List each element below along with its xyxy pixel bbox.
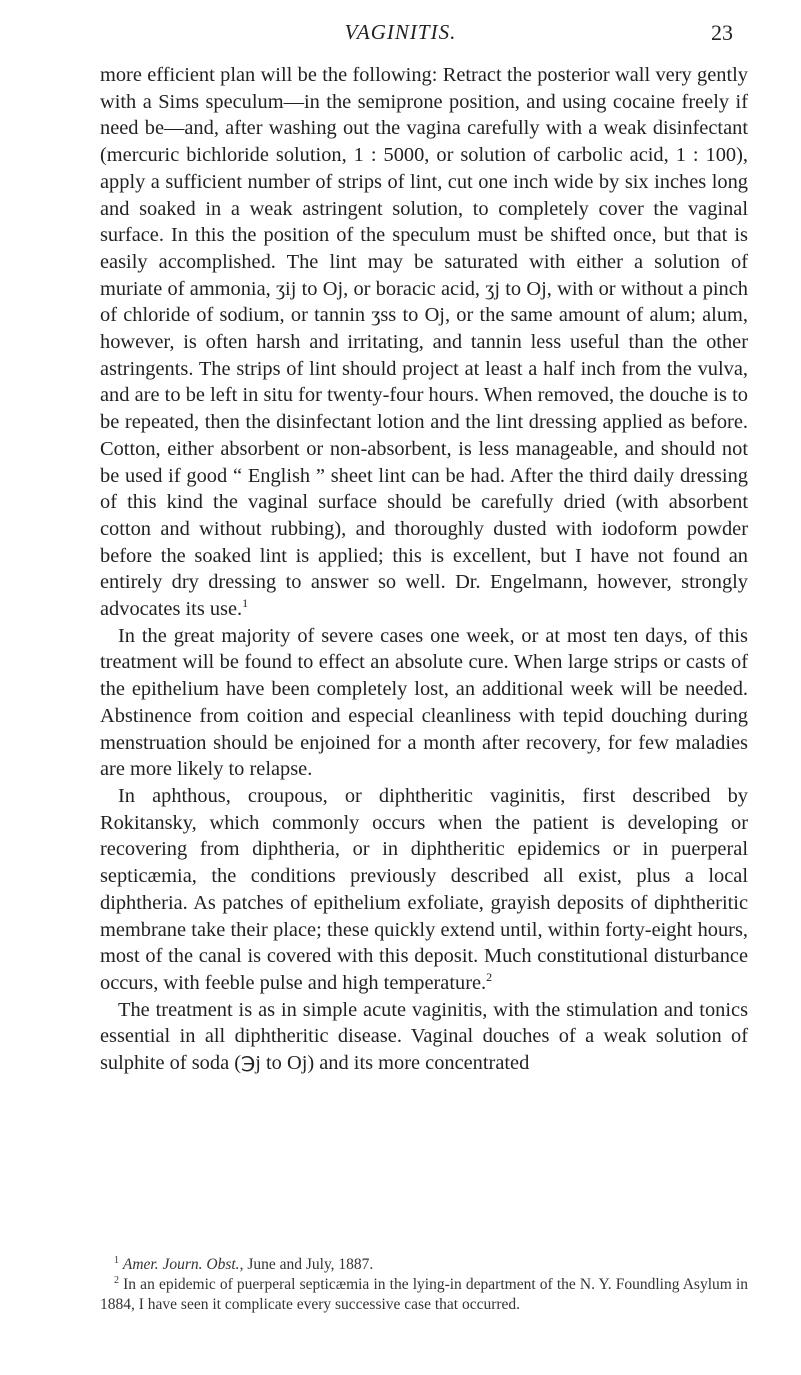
paragraph-diphtheritic-vaginitis: [100, 783, 748, 997]
footnote-text: , June and July, 1887.: [239, 1256, 374, 1273]
paragraph-recovery: In the great majority of severe cases one week, or at most ten days, of this treatment will be found to effect an absolute cure. When large strips or casts of the epithelium have been completely lost, an additional week will be needed. Abstinence from coition and especial cleanliness with tepid douching during menstruation should be enjoined for a month after recovery, for few maladies are more likely to relapse.: [100, 624, 748, 781]
paragraph-text: more efficient plan will be the following: Retract the posterior wall very gently with a Sims speculum—in the semiprone position, and using cocaine freely if need be—and, after washing out the vagina carefully with a weak disinfectant (mercuric bichloride solution, 1 : 5000, or solution of carbolic acid, 1 : 100), apply a sufficient number of strips of lint, cut one inch wide by six inches long and soaked in a weak astringent solution, to completely cover the vaginal surface. In this the position of the speculum must be shifted once, but that is easily accomplished. The lint may be saturated with either a solution of muriate of ammonia, ʒij to Oj, or boracic acid, ʒj to Oj, with or without a pinch of chloride of sodium, or tannin ʒss to Oj, or the same amount of alum; alum, however, is often harsh and irritating, and tannin less useful than the other astringents. The strips of lint should project at least a half inch from the vulva, and are to be left in situ for twenty-four hours. When removed, the douche is to be repeated, then the disinfectant lotion and the lint dressing applied as before. Cotton, either absorbent or non-absorbent, is less manageable, and should not be used if good “ English ” sheet lint can be had. After the third daily dressing of this kind the vaginal surface should be carefully dried (with absorbent cotton and without rubbing), and thoroughly dusted with iodoform powder before the soaked lint is applied; this is excellent, but I have not found an entirely dry dressing to answer so well. Dr. Engelmann, however, strongly advocates its use.: [100, 64, 748, 621]
footnote-1: [100, 1255, 748, 1275]
footnote-source: Amer. Journ. Obst.: [122, 1256, 240, 1273]
paragraph-treatment-plan: [100, 62, 748, 623]
footnote-text: In an epidemic of puerperal septicæmia in the lying-in department of the N. Y. Foundling Asylum in 1884, I have seen it complicate every successive case that occurred.: [100, 1276, 748, 1313]
paragraph-text: In aphthous, croupous, or diphtheritic vaginitis, first described by Rokitansky, which commonly occurs when the patient is developing or recovering from diphtheria, or in diphtheritic epidemics or in puerperal septicæmia, the conditions previously described all exist, plus a local diphtheria. As patches of epithelium exfoliate, grayish deposits of diphtheritic membrane take their place; these quickly extend until, within forty-eight hours, most of the canal is covered with this deposit. Much constitutional disturbance occurs, with feeble pulse and high temperature.: [100, 784, 748, 994]
paragraph-treatment: The treatment is as in simple acute vaginitis, with the stimulation and tonics essential in all diphtheritic disease. Vaginal douches of a weak solution of sulphite of soda (℈j to Oj) and its more concentrated: [100, 998, 748, 1075]
page-number: 23: [711, 20, 733, 45]
footnote-2: [100, 1275, 748, 1315]
footnote-reference: 2: [486, 970, 493, 985]
running-title: VAGINITIS.: [344, 20, 457, 44]
body-text: [100, 62, 748, 1077]
footnote-reference: 1: [242, 596, 249, 611]
footnotes: [100, 1255, 748, 1315]
footnote-mark: 1: [114, 1254, 119, 1266]
running-head: [0, 20, 801, 56]
footnote-mark: 2: [114, 1274, 119, 1286]
